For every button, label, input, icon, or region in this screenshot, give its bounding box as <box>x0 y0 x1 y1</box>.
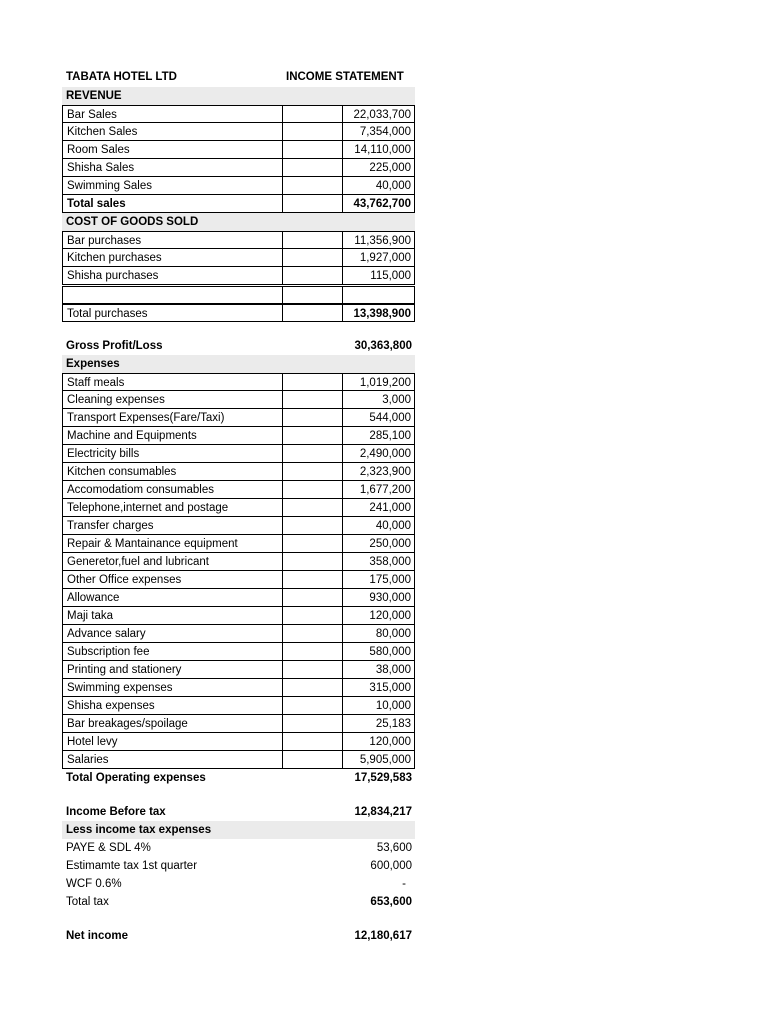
row-value: 1,677,200 <box>343 481 415 499</box>
row-label: Shisha Sales <box>62 159 283 177</box>
row-value: 315,000 <box>343 679 415 697</box>
table-row <box>62 231 415 249</box>
total-operating-expenses-row <box>62 769 415 787</box>
cogs-header <box>62 213 415 231</box>
row-label: Kitchen consumables <box>62 463 283 481</box>
row-value: 2,490,000 <box>343 445 415 463</box>
total-purchases-row <box>62 304 415 322</box>
row-label: Transport Expenses(Fare/Taxi) <box>62 409 283 427</box>
row-value: 653,600 <box>370 896 412 908</box>
row-value: 225,000 <box>343 159 415 177</box>
row-label: Cleaning expenses <box>62 391 283 409</box>
row-value: 25,183 <box>343 715 415 733</box>
table-row <box>62 553 415 571</box>
table-row <box>62 625 415 643</box>
expenses-header <box>62 355 415 373</box>
row-value: 12,834,217 <box>354 806 412 818</box>
company-name: TABATA HOTEL LTD <box>66 71 177 83</box>
section-title: Less income tax expenses <box>66 824 212 836</box>
net-income-row <box>62 927 415 945</box>
row-label: Swimming Sales <box>62 177 283 195</box>
table-row <box>62 733 415 751</box>
table-row <box>62 589 415 607</box>
row-label: Shisha purchases <box>62 267 283 285</box>
table-row <box>62 159 415 177</box>
table-row <box>62 643 415 661</box>
row-value: 12,180,617 <box>354 930 412 942</box>
row-value: 14,110,000 <box>343 141 415 159</box>
table-row <box>62 445 415 463</box>
table-row <box>62 715 415 733</box>
table-row <box>62 105 415 123</box>
row-label: Electricity bills <box>62 445 283 463</box>
row-label: Transfer charges <box>62 517 283 535</box>
row-value: 930,000 <box>343 589 415 607</box>
row-label: Estimamte tax 1st quarter <box>66 860 198 872</box>
table-row <box>62 177 415 195</box>
statement-title: INCOME STATEMENT <box>286 71 404 83</box>
row-label: Total sales <box>62 195 283 213</box>
row-label: PAYE & SDL 4% <box>66 842 151 854</box>
row-label: Staff meals <box>62 373 283 391</box>
row-value: 40,000 <box>343 517 415 535</box>
row-value: 120,000 <box>343 733 415 751</box>
table-row <box>62 267 415 285</box>
row-value: 80,000 <box>343 625 415 643</box>
table-row <box>62 409 415 427</box>
row-value: 600,000 <box>370 860 412 872</box>
row-label: Other Office expenses <box>62 571 283 589</box>
row-value: 358,000 <box>343 553 415 571</box>
row-label: Net income <box>66 930 128 942</box>
row-label: Income Before tax <box>66 806 166 818</box>
row-value: 43,762,700 <box>343 195 415 213</box>
row-label: Advance salary <box>62 625 283 643</box>
empty-row <box>62 286 415 304</box>
table-row <box>62 141 415 159</box>
row-label: Kitchen purchases <box>62 249 283 267</box>
table-row <box>62 517 415 535</box>
row-label: Kitchen Sales <box>62 123 283 141</box>
section-title: COST OF GOODS SOLD <box>66 216 199 228</box>
table-row <box>62 875 415 893</box>
section-title: Expenses <box>66 358 120 370</box>
row-value: 1,019,200 <box>343 373 415 391</box>
row-value: 544,000 <box>343 409 415 427</box>
table-row <box>62 679 415 697</box>
table-row <box>62 571 415 589</box>
row-label: Repair & Mantainance equipment <box>62 535 283 553</box>
row-label: Total tax <box>66 896 109 908</box>
row-value: - <box>402 878 406 890</box>
table-row <box>62 661 415 679</box>
table-row <box>62 123 415 141</box>
row-label: Swimming expenses <box>62 679 283 697</box>
row-label: Room Sales <box>62 141 283 159</box>
table-row <box>62 839 415 857</box>
row-value: 7,354,000 <box>343 123 415 141</box>
row-value: 17,529,583 <box>354 772 412 784</box>
row-value: 38,000 <box>343 661 415 679</box>
total-sales-row <box>62 195 415 213</box>
table-row <box>62 535 415 553</box>
row-label: Maji taka <box>62 607 283 625</box>
table-row <box>62 857 415 875</box>
row-label: Generetor,fuel and lubricant <box>62 553 283 571</box>
table-row <box>62 481 415 499</box>
row-value: 40,000 <box>343 177 415 195</box>
row-label: Allowance <box>62 589 283 607</box>
row-label: Subscription fee <box>62 643 283 661</box>
row-value: 11,356,900 <box>343 231 415 249</box>
row-value: 53,600 <box>376 842 412 854</box>
row-value: 115,000 <box>343 267 415 285</box>
row-label: Shisha expenses <box>62 697 283 715</box>
row-label: Salaries <box>62 751 283 769</box>
row-label: Bar purchases <box>62 231 283 249</box>
table-row <box>62 499 415 517</box>
row-value: 1,927,000 <box>343 249 415 267</box>
table-row <box>62 373 415 391</box>
row-value: 30,363,800 <box>354 340 412 352</box>
row-label: Gross Profit/Loss <box>66 340 163 352</box>
row-label: Total purchases <box>62 304 283 322</box>
row-value: 3,000 <box>343 391 415 409</box>
row-label: Printing and stationery <box>62 661 283 679</box>
total-tax-row <box>62 893 415 911</box>
revenue-header <box>62 87 415 105</box>
row-value: 10,000 <box>343 697 415 715</box>
gross-profit-row <box>62 337 415 355</box>
row-value: 120,000 <box>343 607 415 625</box>
row-label: Total Operating expenses <box>66 772 206 784</box>
row-value: 13,398,900 <box>343 304 415 322</box>
row-value: 175,000 <box>343 571 415 589</box>
row-label: WCF 0.6% <box>66 878 122 890</box>
row-label: Hotel levy <box>62 733 283 751</box>
row-value: 285,100 <box>343 427 415 445</box>
table-row <box>62 249 415 267</box>
row-label: Bar breakages/spoilage <box>62 715 283 733</box>
row-label: Telephone,internet and postage <box>62 499 283 517</box>
table-row <box>62 463 415 481</box>
table-row <box>62 751 415 769</box>
table-row <box>62 427 415 445</box>
table-row <box>62 697 415 715</box>
section-title: REVENUE <box>66 90 122 102</box>
row-label: Accomodatiom consumables <box>62 481 283 499</box>
row-label: Machine and Equipments <box>62 427 283 445</box>
row-value: 250,000 <box>343 535 415 553</box>
row-value: 22,033,700 <box>343 105 415 123</box>
table-row <box>62 391 415 409</box>
row-value: 580,000 <box>343 643 415 661</box>
row-label: Bar Sales <box>62 105 283 123</box>
row-value: 5,905,000 <box>343 751 415 769</box>
table-row <box>62 607 415 625</box>
income-before-tax-row <box>62 803 415 821</box>
row-value: 2,323,900 <box>343 463 415 481</box>
tax-header <box>62 821 415 839</box>
row-value: 241,000 <box>343 499 415 517</box>
